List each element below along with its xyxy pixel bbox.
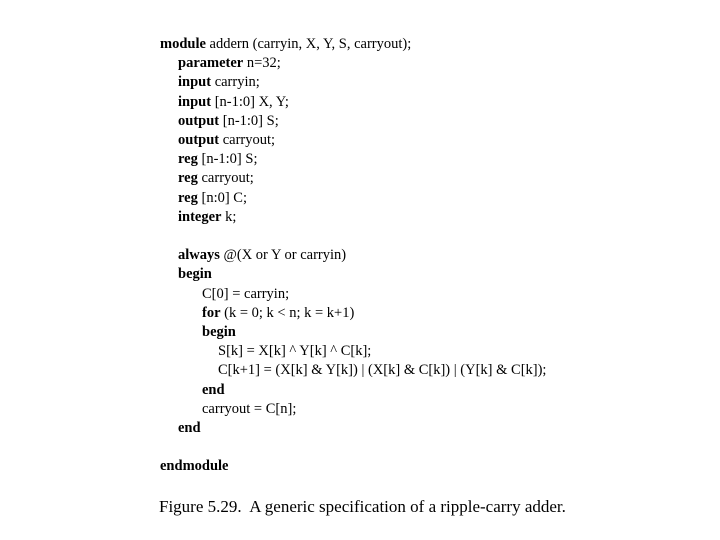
code-keyword: input: [178, 74, 212, 91]
code-keyword: output: [178, 132, 220, 148]
code-keyword: reg: [178, 151, 198, 168]
code-line: [202, 322, 236, 342]
code-text: n=32;: [243, 55, 281, 72]
code-keyword: output: [178, 112, 220, 129]
code-line: [202, 284, 289, 304]
code-keyword: always: [178, 247, 220, 264]
code-keyword: integer: [178, 208, 222, 225]
code-line: [178, 72, 260, 92]
code-keyword: module: [160, 36, 206, 52]
code-text: addern (carryin, X, Y, S, carryout);: [205, 36, 412, 52]
code-text: [n-1:0] X, Y;: [211, 93, 289, 110]
code-line: [178, 92, 289, 112]
code-line: [218, 360, 546, 380]
code-text: (k = 0; k < n; k = k+1): [220, 304, 355, 321]
code-line: [202, 303, 354, 323]
code-text: carryout;: [197, 170, 254, 187]
code-keyword: reg: [178, 189, 198, 206]
code-line: [178, 207, 236, 227]
code-line: [160, 456, 229, 476]
code-keyword: reg: [178, 170, 198, 187]
code-line: [178, 188, 247, 208]
code-line: [178, 149, 257, 169]
code-text: S[k] = X[k] ^ Y[k] ^ C[k];: [218, 343, 372, 360]
code-text: carryout;: [219, 132, 276, 148]
code-line: [178, 418, 201, 438]
code-line: [160, 34, 411, 54]
code-line: [178, 264, 212, 284]
figure-caption: Figure 5.29. A generic specification of a ripple-carry adder.: [159, 497, 566, 516]
code-line: [178, 111, 279, 131]
code-text: C[0] = carryin;: [202, 285, 290, 302]
code-line: [218, 341, 371, 361]
code-text: carryout = C[n];: [202, 400, 297, 417]
code-text: k;: [221, 208, 237, 225]
code-keyword: input: [178, 93, 212, 110]
code-keyword: parameter: [178, 55, 244, 72]
code-line: [178, 168, 254, 188]
code-keyword: endmodule: [160, 458, 229, 475]
code-text: [n-1:0] S;: [219, 112, 279, 129]
code-keyword: begin: [202, 324, 236, 340]
code-line: [178, 245, 346, 265]
code-keyword: end: [202, 381, 225, 398]
code-line: [178, 53, 281, 73]
code-text: @(X or Y or carryin): [219, 247, 347, 264]
code-text: carryin;: [211, 74, 260, 91]
code-line: [178, 130, 275, 150]
code-text: C[k+1] = (X[k] & Y[k]) | (X[k] & C[k]) | (Y[k] & C[k]);: [218, 362, 547, 379]
code-keyword: begin: [178, 266, 212, 283]
code-text: [n-1:0] S;: [197, 151, 258, 168]
code-keyword: end: [178, 420, 201, 436]
code-keyword: for: [202, 304, 221, 321]
code-line: [202, 380, 225, 400]
code-text: [n:0] C;: [197, 189, 248, 206]
code-line: [202, 399, 296, 419]
